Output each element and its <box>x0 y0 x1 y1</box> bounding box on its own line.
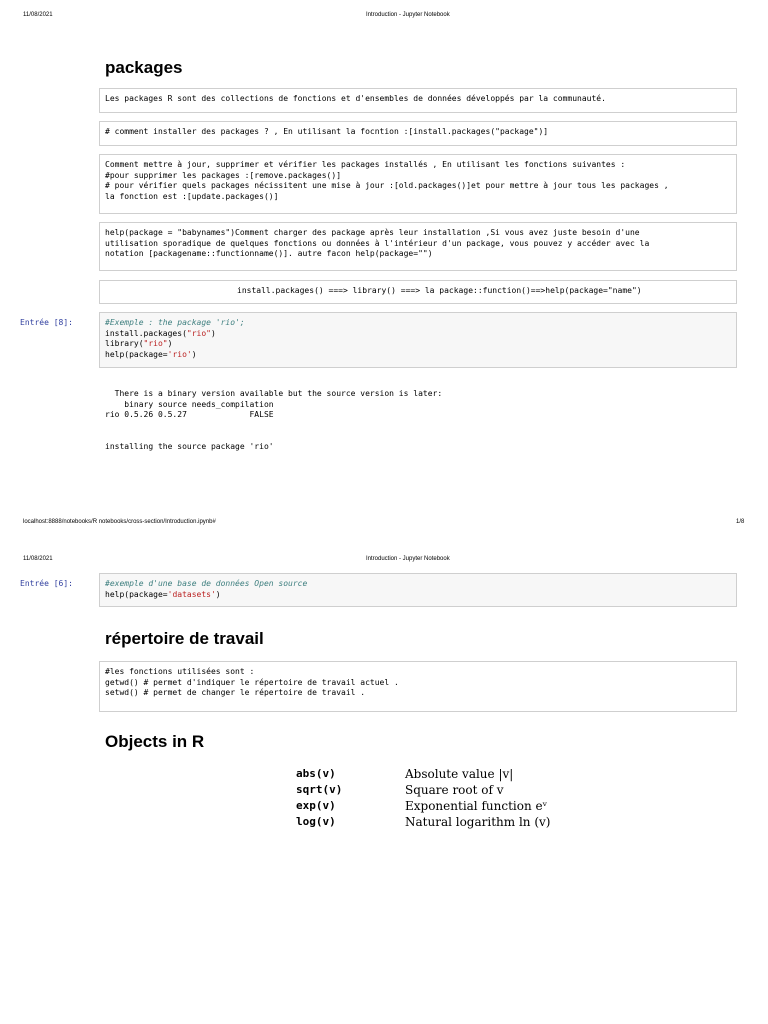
code-string: 'rio' <box>167 349 192 359</box>
print-date: 11/08/2021 <box>23 12 53 18</box>
section-heading-objects: Objects in R <box>105 732 205 751</box>
code-token: ) <box>210 328 216 338</box>
code-comment: #exemple d'une base de données Open source <box>105 579 308 588</box>
code-string: "rio" <box>186 328 211 338</box>
markdown-cell[interactable] <box>99 280 737 304</box>
function-description: Natural logarithm ln (v) <box>405 815 551 829</box>
code-token: ) <box>215 589 221 599</box>
markdown-text: Comment mettre à jour, supprimer et vérifier les packages installés , En utilisant les fonctions suivantes : #pour supprimer les packages :[remove.packages()] # pour vérifier quels packages nécissitent une mise à jour :[old.packages()]et pour mettre à jour tous les packages , la fonction est :[update.packages()] <box>105 160 669 201</box>
code-token: ) <box>167 339 173 348</box>
function-description: Exponential function eᵛ <box>405 799 548 813</box>
function-name: sqrt(v) <box>296 783 343 796</box>
markdown-cell[interactable] <box>99 661 737 712</box>
section-heading-workdir: répertoire de travail <box>105 629 264 648</box>
code-string: 'datasets' <box>167 589 216 599</box>
code-text <box>105 579 732 600</box>
print-footer-url: localhost:8888/notebooks/R notebooks/cross-section/Introduction.ipynb# <box>23 519 216 525</box>
code-token: help(package= <box>105 589 168 599</box>
code-token: ) <box>191 349 197 359</box>
code-token: install.packages( <box>105 328 187 338</box>
code-comment: #Exemple : the package 'rio'; <box>105 318 245 327</box>
markdown-text: Les packages R sont des collections de fonctions et d'ensembles de données développés par la communauté. <box>105 94 606 103</box>
code-string: "rio" <box>143 339 168 348</box>
code-cell[interactable] <box>99 573 737 607</box>
code-token: library( <box>105 339 144 348</box>
code-token: help(package= <box>105 349 168 359</box>
function-name: abs(v) <box>296 767 336 780</box>
code-cell[interactable] <box>99 312 737 368</box>
markdown-cell[interactable] <box>99 154 737 214</box>
cell-output: There is a binary version available but the source version is later: binary source needs_compilation rio 0.5.26 0.5.27 FALSE installing the source package 'rio' <box>105 389 443 451</box>
print-page-number: 1/8 <box>736 519 745 525</box>
function-name: log(v) <box>296 815 336 828</box>
markdown-text: # comment installer des packages ? , En utilisant la focntion :[install.packages("package")] <box>105 127 549 136</box>
function-name: exp(v) <box>296 799 336 812</box>
input-prompt: Entrée [8]: <box>20 318 73 327</box>
print-title: Introduction - Jupyter Notebook <box>366 556 450 562</box>
function-description: Square root of v <box>405 783 504 797</box>
markdown-cell[interactable] <box>99 222 737 271</box>
input-prompt: Entrée [6]: <box>20 579 73 588</box>
code-text <box>105 318 732 360</box>
markdown-text: help(package = "babynames")Comment charger des package après leur installation ,Si vous avez juste besoin d'une utilisation sporadique de quelques fonctions ou données à l'intérieur d'un package, vous pouvez y accéder avec la notation [packagename::functionname()]. autre facon help(package="") <box>105 228 650 258</box>
section-heading-packages: packages <box>105 58 183 77</box>
print-title: Introduction - Jupyter Notebook <box>366 12 450 18</box>
markdown-text: #les fonctions utilisées sont : getwd() # permet d'indiquer le répertoire de travail actuel . setwd() # permet de changer le répertoire de travail . <box>105 667 399 697</box>
markdown-cell[interactable] <box>99 88 737 113</box>
function-description: Absolute value |v| <box>405 767 514 781</box>
print-date: 11/08/2021 <box>23 556 53 562</box>
markdown-text: install.packages() ===> library() ===> la package::function()==>help(package="name") <box>237 286 642 295</box>
markdown-cell[interactable] <box>99 121 737 146</box>
